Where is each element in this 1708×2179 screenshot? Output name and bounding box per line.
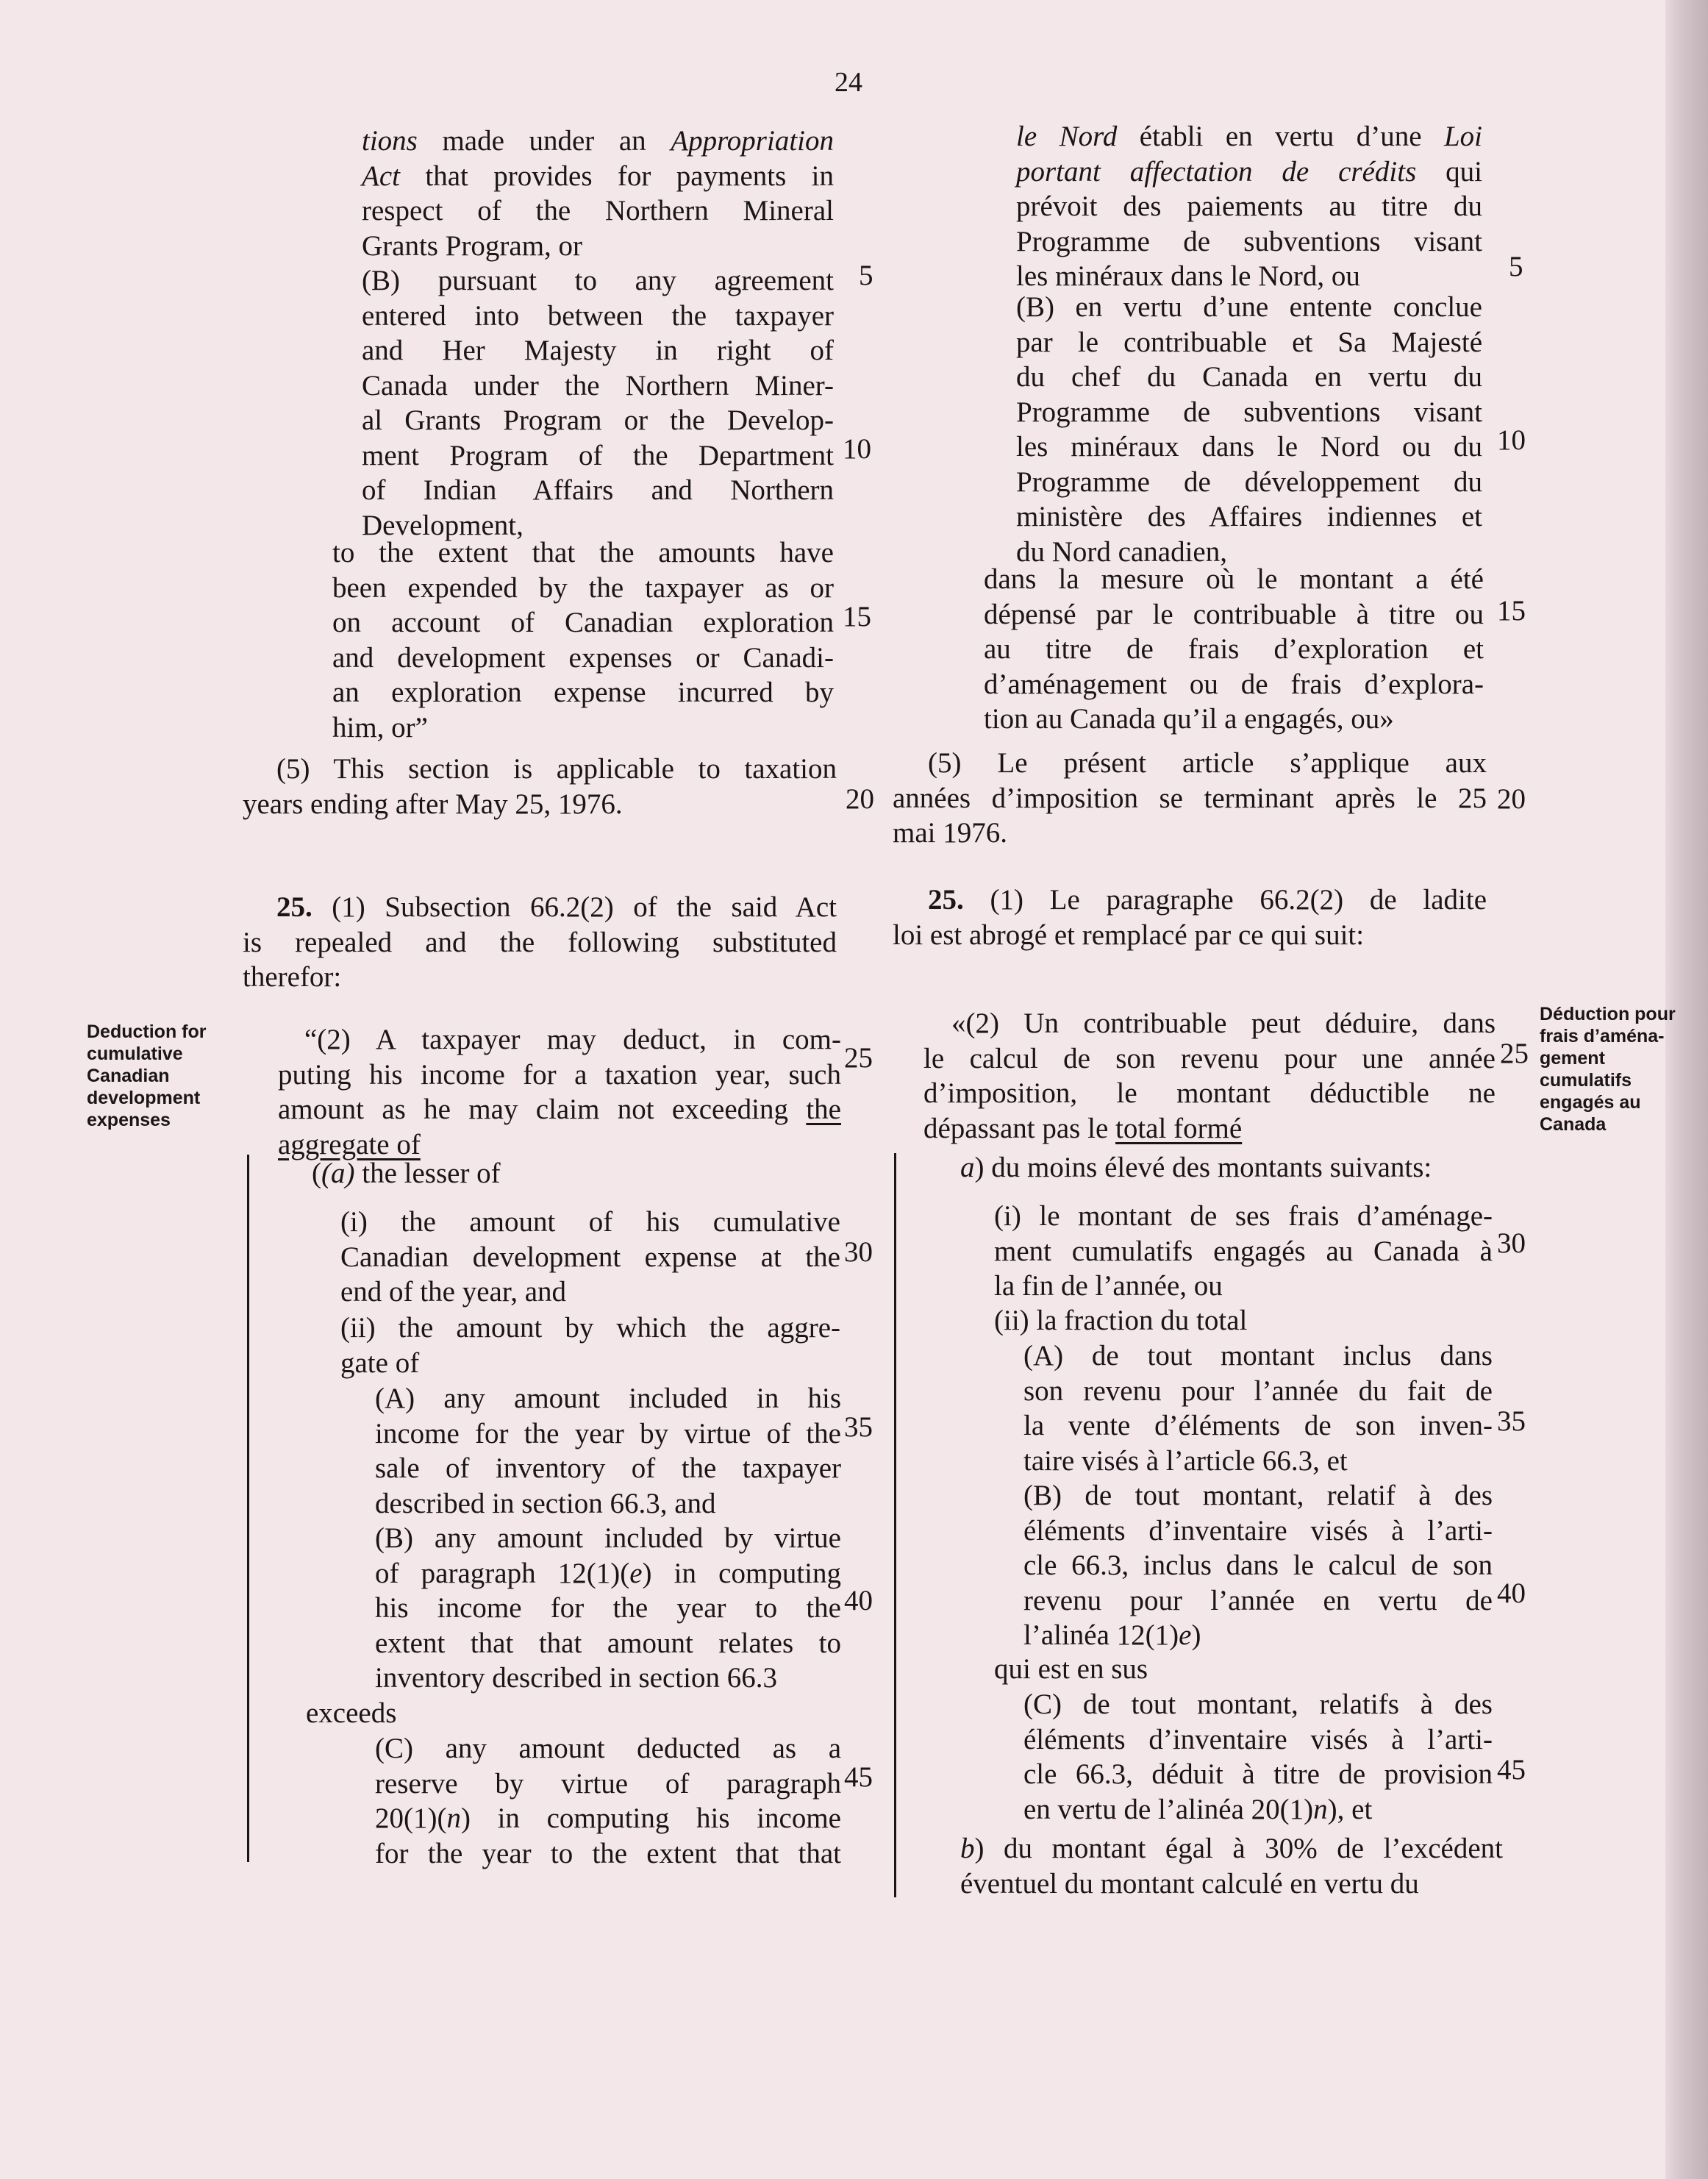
fr-section-25: 25. (1) Le paragraphe 66.2(2) de ladite loi est abrogé et remplacé par ce qui suit: — [893, 884, 1487, 951]
fr-line-number: 35 — [1497, 1405, 1526, 1437]
fr-para-b: (B) en vertu d’une entente conclue par le contribuable et Sa Majesté du chef du Canada en vertu du Programme de subventions visant les minéraux dans le Nord ou du Programme de développement du ministère des Affaires indiennes et du Nord canadien, — [1016, 291, 1482, 568]
en-clause-A: (A) any amount included in his income for the year by virtue of the sale of inventory of the taxpayer described in section 66.3, and — [375, 1383, 841, 1519]
fr-change-bar — [894, 1153, 896, 1897]
fr-line-number: 25 — [1500, 1038, 1529, 1069]
fr-clause-B: (B) de tout montant, relatif à des éléments d’inventaire visés à l’arti- cle 66.3, inclus dans le calcul de son revenu pour l’année en vertu de l’alinéa 12(1)e) — [1023, 1480, 1493, 1651]
en-extent: to the extent that the amounts have been expended by the taxpayer as or on account of Canadian exploration and development expenses or Canadi- an exploration expense incurred by him, or” — [332, 537, 834, 743]
en-para-b: (B) pursuant to any agreement entered into between the taxpayer and Her Majesty in right of Canada under the Northern Miner- al Grants Program or the Develop- ment Program of the Department of Indian Affairs and Northern Development, — [362, 265, 834, 541]
en-line-number: 25 — [844, 1042, 873, 1074]
en-line-number: 15 — [843, 601, 871, 632]
en-line-number: 10 — [843, 433, 871, 465]
en-section-5: (5) This section is applicable to taxation years ending after May 25, 1976. — [243, 753, 837, 820]
en-clause-B: (B) any amount included by virtue of paragraph 12(1)(e) in computing his income for the year to the extent that that amount relates to inventory described in section 66.3 — [375, 1522, 841, 1694]
en-line-number: 20 — [846, 783, 874, 815]
fr-subpara-ii: (ii) la fraction du total — [994, 1305, 1248, 1336]
fr-clause-A: (A) de tout montant inclus dans son revenu pour l’année du fait de la vente d’éléments de son inven- taire visés à l’article 66.3, et — [1023, 1340, 1493, 1477]
en-line-number: 5 — [859, 260, 873, 291]
en-line-number: 40 — [844, 1585, 873, 1616]
fr-subsection-2: «(2) Un contribuable peut déduire, dans le calcul de son revenu pour une année d’imposition, le montant déductible ne dépassant pas le total formé — [923, 1008, 1496, 1144]
fr-margin-note: Déduction pour frais d’aména- gement cumulatifs engagés au Canada — [1540, 1004, 1676, 1135]
fr-para-b-30pct: b) du montant égal à 30% de l’excédent éventuel du montant calculé en vertu du — [960, 1833, 1503, 1900]
fr-line-number: 40 — [1497, 1577, 1526, 1609]
en-para-a: tions made under an Appropriation Act that provides for payments in respect of the Northern Mineral Grants Program, or — [362, 125, 834, 262]
en-subpara-i: (i) the amount of his cumulative Canadian development expense at the end of the year, and — [340, 1206, 840, 1308]
en-subsection-2: “(2) A taxpayer may deduct, in com- puting his income for a taxation year, such amount as he may claim not exceeding the aggregate of — [278, 1024, 841, 1160]
fr-en-sus: qui est en sus — [994, 1653, 1148, 1685]
fr-line-number: 45 — [1497, 1754, 1526, 1786]
en-margin-note: Deduction for cumulative Canadian development expenses — [87, 1021, 207, 1130]
en-exceeds: exceeds — [306, 1697, 397, 1729]
en-section-25: 25. (1) Subsection 66.2(2) of the said Act is repealed and the following substituted therefor: — [243, 891, 837, 993]
en-line-number: 30 — [844, 1236, 873, 1268]
fr-line-number: 20 — [1497, 783, 1526, 815]
fr-extent: dans la mesure où le montant a été dépensé par le contribuable à titre ou au titre de frais d’exploration et d’aménagement ou de frais d’explora- tion au Canada qu’il a engagés, ou» — [984, 563, 1484, 735]
fr-clause-C: (C) de tout montant, relatifs à des éléments d’inventaire visés à l’arti- cle 66.3, déduit à titre de provision en vertu de l’alinéa 20(1)n), et — [1023, 1688, 1493, 1825]
fr-line-number: 5 — [1509, 251, 1523, 282]
en-clause-C: (C) any amount deducted as a reserve by virtue of paragraph 20(1)(n) in computing his income for the year to the extent that that — [375, 1733, 841, 1869]
fr-para-a: le Nord établi en vertu d’une Loi portant affectation de crédits qui prévoit des paiements au titre du Programme de subventions visant les minéraux dans le Nord, ou — [1016, 121, 1482, 292]
fr-section-5: (5) Le présent article s’applique aux années d’imposition se terminant après le 25 mai 1976. — [893, 747, 1487, 849]
fr-subpara-i: (i) le montant de ses frais d’aménage- ment cumulatifs engagés au Canada à la fin de l’année, ou — [994, 1200, 1493, 1302]
fr-line-number: 10 — [1497, 424, 1526, 456]
fr-line-number: 30 — [1497, 1227, 1526, 1259]
en-para-a-lesser: ((a) the lesser of — [312, 1158, 501, 1189]
fr-para-a-lesser: a) du moins élevé des montants suivants: — [960, 1152, 1432, 1183]
en-line-number: 35 — [844, 1411, 873, 1443]
en-subpara-ii: (ii) the amount by which the aggre- gate of — [340, 1312, 840, 1379]
fr-line-number: 15 — [1497, 595, 1526, 627]
en-change-bar — [247, 1155, 249, 1862]
en-line-number: 45 — [844, 1761, 873, 1793]
page-number: 24 — [835, 67, 862, 98]
